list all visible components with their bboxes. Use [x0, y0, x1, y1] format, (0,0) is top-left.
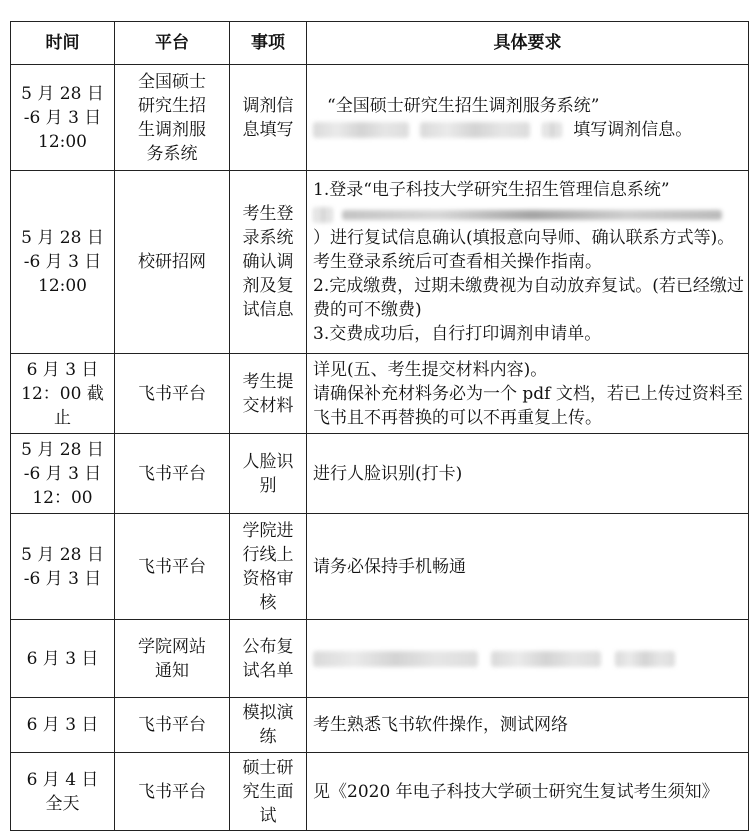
table-row	[11, 620, 749, 698]
redacted-url	[420, 122, 530, 138]
header-item: 事项	[230, 22, 307, 65]
cell-platform: 学院网站 通知	[115, 620, 230, 698]
cell-requirements: 进行人脸识别(打卡)	[307, 434, 749, 514]
table-header-row	[11, 22, 749, 65]
redacted-url	[615, 651, 675, 667]
redacted-url	[313, 122, 409, 138]
cell-item: 学院进 行线上 资格审 核	[230, 514, 307, 620]
table-row	[11, 753, 749, 831]
cell-platform: 校研招网	[115, 171, 230, 354]
cell-platform: 飞书平台	[115, 514, 230, 620]
header-requirements: 具体要求	[307, 22, 749, 65]
cell-time: 5 月 28 日 -6 月 3 日	[11, 514, 115, 620]
cell-item: 调剂信 息填写	[230, 65, 307, 171]
redacted-url	[313, 207, 333, 223]
schedule-table	[10, 21, 749, 831]
redacted-url	[313, 651, 478, 667]
cell-requirements: 详见(五、考生提交材料内容)。 请确保补充材料务必为一个 pdf 文档，若已上传过资料至飞书且不再替换的可以不再重复上传。	[307, 354, 749, 434]
cell-requirements: 考生熟悉飞书软件操作，测试网络	[307, 698, 749, 753]
cell-platform: 飞书平台	[115, 753, 230, 831]
cell-platform: 飞书平台	[115, 354, 230, 434]
cell-item: 硕士研 究生面 试	[230, 753, 307, 831]
cell-time: 5 月 28 日 -6 月 3 日 12:00	[11, 171, 115, 354]
cell-requirements: 见《2020 年电子科技大学硕士研究生复试考生须知》	[307, 753, 749, 831]
cell-platform: 飞书平台	[115, 434, 230, 514]
table-row	[11, 65, 749, 171]
cell-time: 6 月 3 日	[11, 698, 115, 753]
cell-time: 6 月 4 日 全天	[11, 753, 115, 831]
table-row	[11, 514, 749, 620]
cell-requirements: 1.登录“电子科技大学研究生招生管理信息系统” ）进行复试信息确认(填报意向导师、确认联系方式等)。考生登录系统后可查看相关操作指南。 2.完成缴费，过期未缴费视为自动放弃复试。(若已经缴过费的可不缴费) 3.交费成功后，自行打印调剂申请单。	[307, 171, 749, 354]
header-time: 时间	[11, 22, 115, 65]
redacted-url	[342, 210, 722, 220]
table-row	[11, 698, 749, 753]
cell-item: 公布复 试名单	[230, 620, 307, 698]
cell-item: 考生登 录系统 确认调 剂及复 试信息	[230, 171, 307, 354]
table-row	[11, 171, 749, 354]
cell-requirements: 请务必保持手机畅通	[307, 514, 749, 620]
cell-item: 模拟演 练	[230, 698, 307, 753]
cell-platform: 全国硕士 研究生招 生调剂服 务系统	[115, 65, 230, 171]
cell-time: 6 月 3 日	[11, 620, 115, 698]
cell-requirements: “全国硕士研究生招生调剂服务系统” 填写调剂信息。	[307, 65, 749, 171]
cell-time: 6 月 3 日 12：00 截 止	[11, 354, 115, 434]
table-row	[11, 434, 749, 514]
header-platform: 平台	[115, 22, 230, 65]
cell-item: 考生提 交材料	[230, 354, 307, 434]
cell-platform: 飞书平台	[115, 698, 230, 753]
cell-item: 人脸识 别	[230, 434, 307, 514]
cell-requirements	[307, 620, 749, 698]
redacted-url	[491, 651, 601, 667]
cell-time: 5 月 28 日 -6 月 3 日 12：00	[11, 434, 115, 514]
cell-time: 5 月 28 日 -6 月 3 日 12:00	[11, 65, 115, 171]
redacted-url	[542, 122, 562, 138]
table-row	[11, 354, 749, 434]
